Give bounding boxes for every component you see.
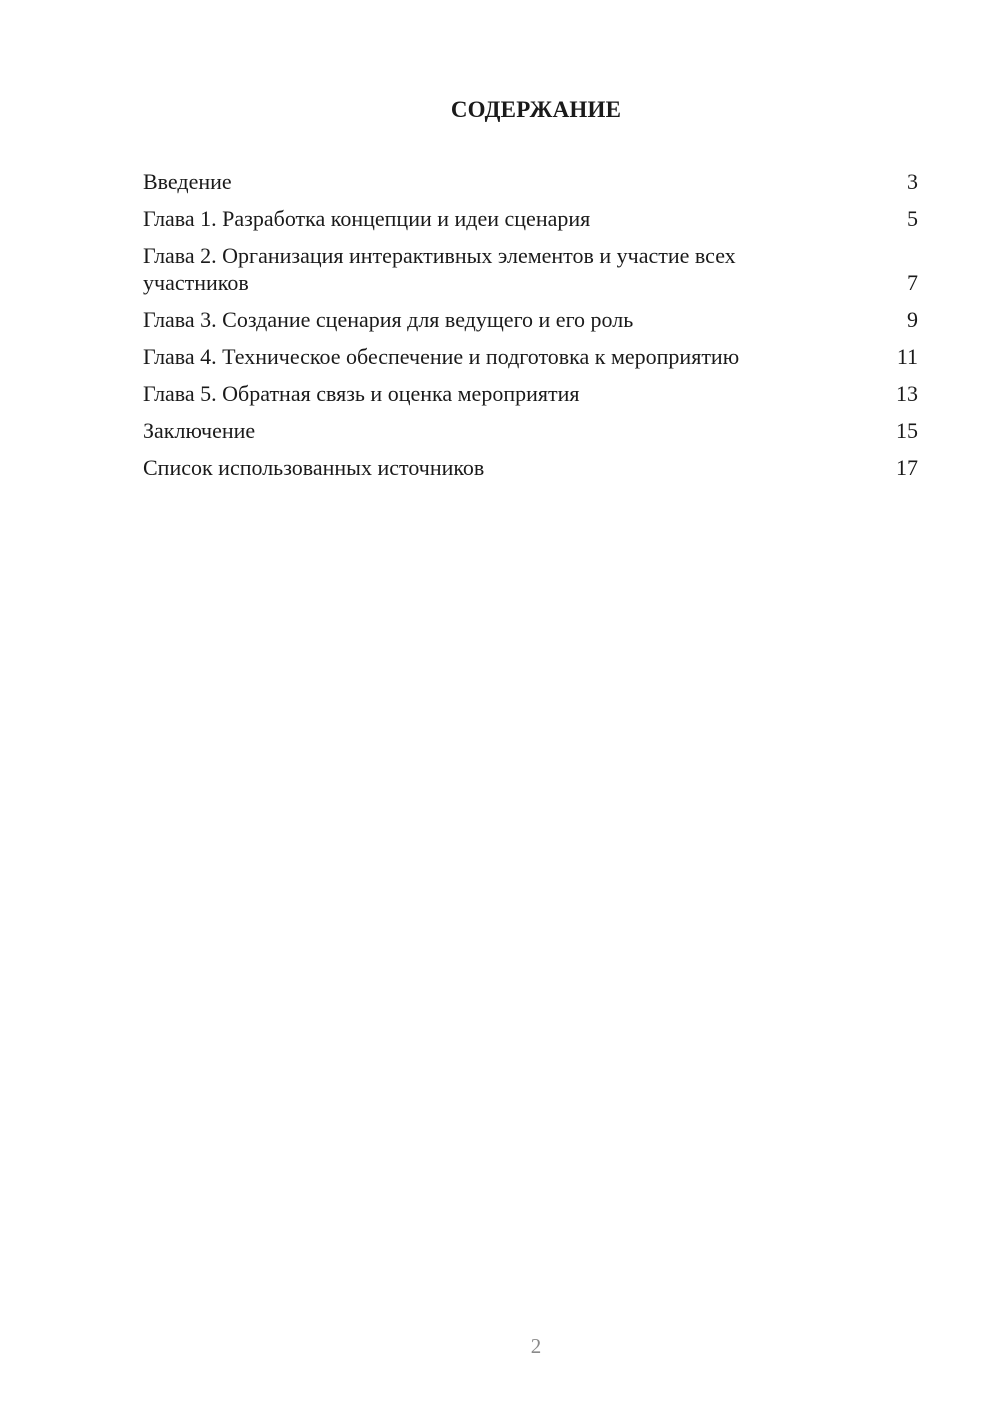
toc-entry-chapter-4 [143,343,918,370]
toc-entry-references [143,454,918,481]
toc-entry-label: Глава 2. Организация интерактивных элементов и участие всех участников [143,243,736,295]
toc-entry-chapter-5 [143,380,918,407]
toc-entry-page: 15 [896,418,918,443]
toc-entry-conclusion [143,417,918,444]
toc-entry-label: Глава 5. Обратная связь и оценка мероприятия [143,381,580,406]
toc-entry-label: Глава 3. Создание сценария для ведущего и его роль [143,307,634,332]
page-number: 2 [530,1334,542,1358]
toc-title: СОДЕРЖАНИЕ [450,97,622,122]
toc-entry-label: Введение [143,169,232,194]
toc-entry-label: Глава 1. Разработка концепции и идеи сценария [143,206,591,231]
toc-entry-page: 7 [907,270,918,295]
toc-entry-page: 5 [907,206,918,231]
toc-entry-page: 3 [907,169,918,194]
toc-entry-page: 17 [896,455,918,480]
toc-list [143,168,918,491]
toc-entry-introduction [143,168,918,195]
toc-entry-chapter-2 [143,242,918,296]
toc-entry-page: 11 [896,344,918,369]
toc-entry-page: 9 [907,307,918,332]
toc-entry-label: Глава 4. Техническое обеспечение и подготовка к мероприятию [143,344,740,369]
toc-entry-chapter-1 [143,205,918,232]
toc-entry-label: Список использованных источников [143,455,485,480]
toc-entry-label: Заключение [143,418,256,443]
toc-entry-chapter-3 [143,306,918,333]
toc-entry-page: 13 [896,381,918,406]
